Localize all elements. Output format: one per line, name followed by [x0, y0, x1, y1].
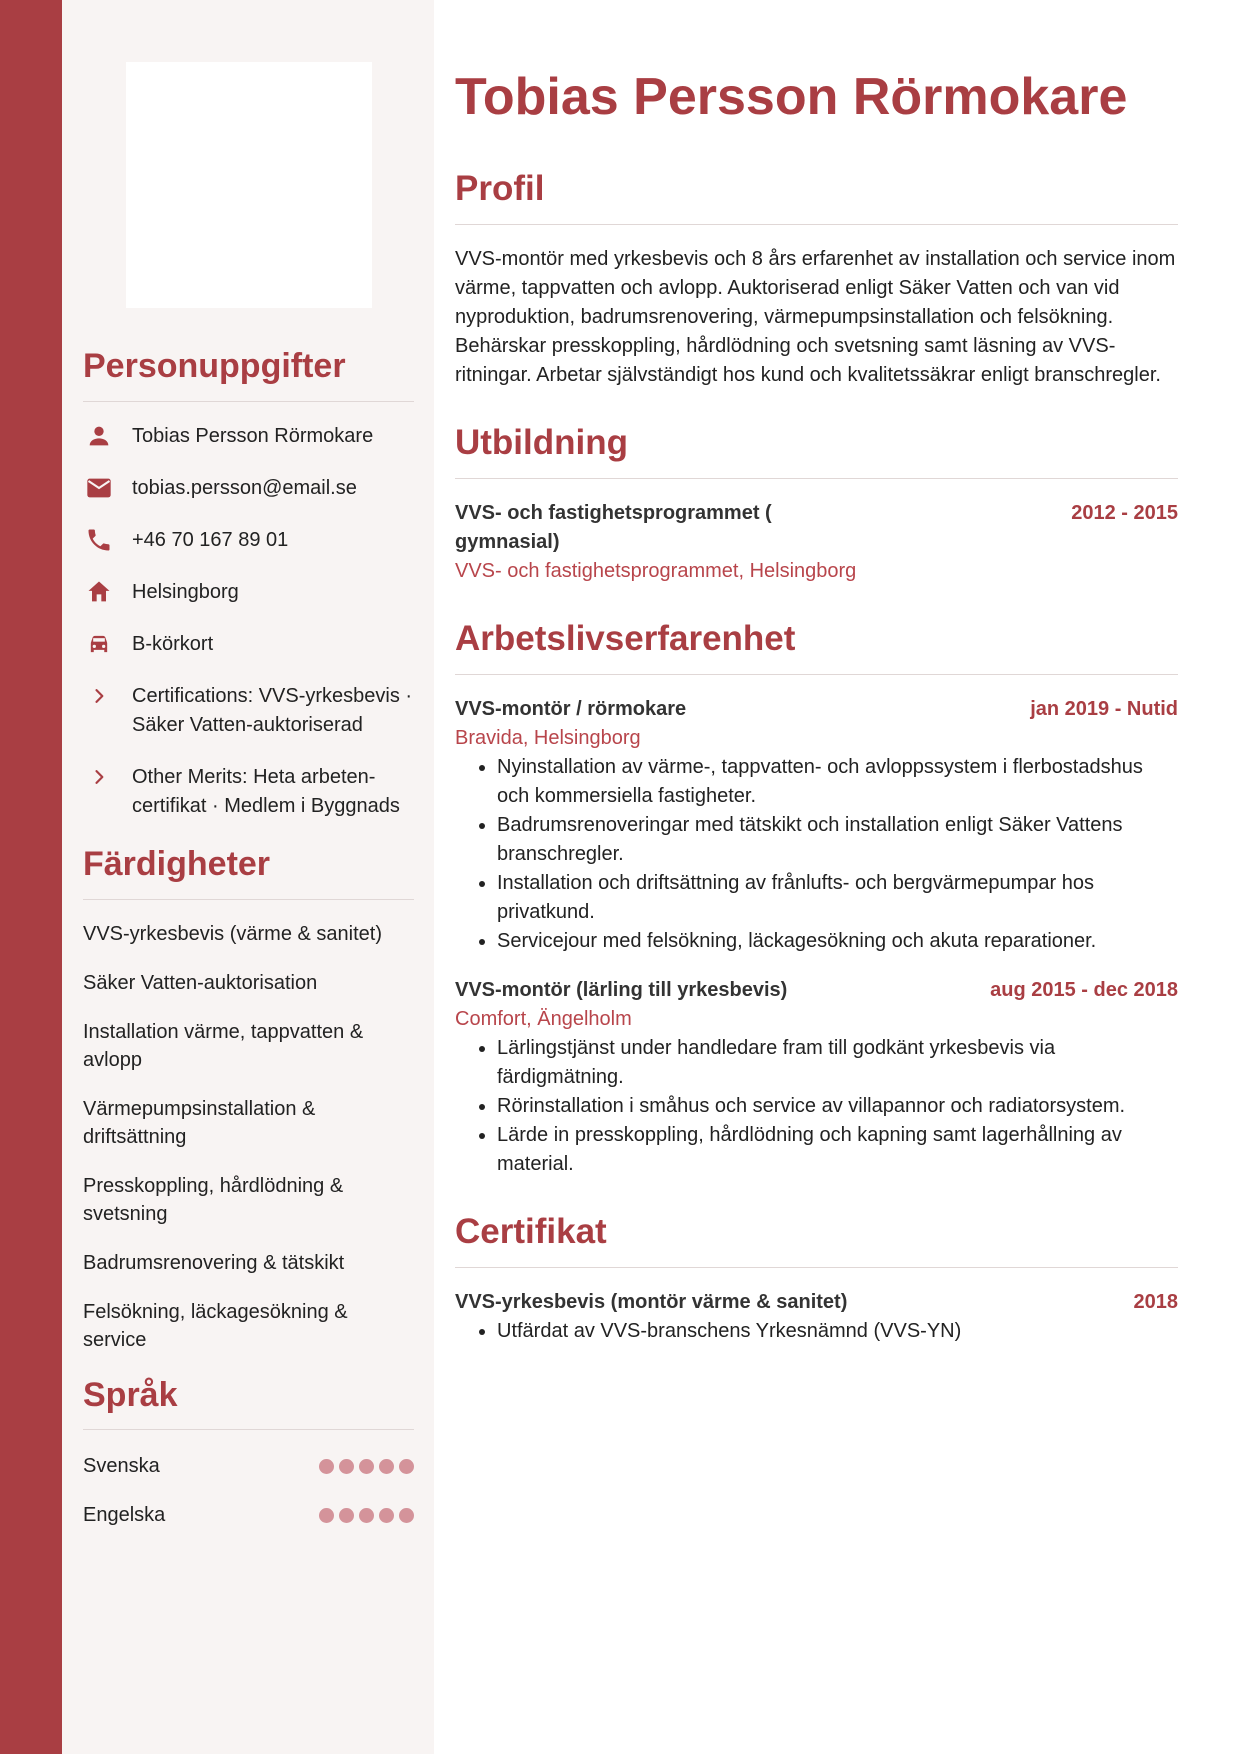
skill-item: Säker Vatten-auktorisation — [83, 971, 318, 994]
skill-item: VVS-yrkesbevis (värme & sanitet) — [83, 922, 382, 945]
language-name: Engelska — [83, 1504, 166, 1527]
profile-photo — [126, 62, 372, 308]
phone-icon — [83, 526, 115, 555]
certificate-entry — [455, 1288, 1178, 1346]
level-dot — [339, 1459, 354, 1474]
level-dot — [379, 1459, 394, 1474]
entry-subtitle: VVS- och fastighetsprogrammet, Helsingborg — [455, 560, 857, 582]
education-title: Utbildning — [455, 422, 1178, 479]
level-dot — [319, 1508, 334, 1523]
experience-entry — [455, 976, 1178, 1179]
person-icon — [83, 422, 115, 451]
certificates-title: Certifikat — [455, 1211, 1178, 1268]
certificates-section — [455, 1211, 1178, 1346]
contact-text: Other Merits: Heta arbeten-certifikat · Medlem i Byggnads — [132, 765, 400, 817]
bullet-item: • Rörinstallation i småhus och service av villapannor och radiatorsystem. — [497, 1092, 1178, 1121]
contact-license — [83, 630, 414, 659]
education-entry — [455, 499, 1178, 586]
contact-text: tobias.persson@email.se — [132, 476, 357, 499]
language-item — [83, 1452, 414, 1480]
level-dot — [359, 1508, 374, 1523]
accent-stripe — [0, 0, 62, 1754]
education-section — [455, 422, 1178, 586]
profile-text: VVS-montör med yrkesbevis och 8 års erfarenhet av installation och service inom värme, tappvatten och avlopp. Auktoriserad enligt Säker Vatten och van vid nyproduktion, badrumsrenovering, värmepumpsinstallation och felsökning. Behärskar presskoppling, hårdlödning och svetsning samt läsning av VVS-ritningar. Arbetar självständigt hos kund och kvalitetssäkrar enligt branschregler. — [455, 248, 1176, 386]
entry-date: 2012 - 2015 — [1071, 502, 1178, 524]
level-dot — [399, 1459, 414, 1474]
profile-title: Profil — [455, 168, 1178, 225]
entry-bullets — [455, 753, 1178, 956]
contact-phone — [83, 526, 414, 555]
entry-title: VVS-montör / rörmokare — [455, 698, 687, 720]
skills-title: Färdigheter — [83, 844, 414, 900]
entry-subtitle: Comfort, Ängelholm — [455, 1008, 632, 1030]
languages-title: Språk — [83, 1375, 414, 1431]
resume-name: Tobias Persson Rörmokare — [455, 68, 1128, 126]
language-level-dots — [319, 1508, 414, 1523]
entry-subtitle: Bravida, Helsingborg — [455, 727, 641, 749]
contact-text: +46 70 167 89 01 — [132, 528, 289, 551]
skills-list — [83, 920, 414, 1354]
entry-title: VVS-yrkesbevis (montör värme & sanitet) — [455, 1291, 848, 1313]
entry-bullets — [455, 1034, 1178, 1179]
experience-title: Arbetslivserfarenhet — [455, 618, 1178, 675]
contact-location — [83, 578, 414, 607]
level-dot — [379, 1508, 394, 1523]
skill-item: Presskoppling, hårdlödning & svetsning — [83, 1174, 344, 1225]
languages-list — [83, 1452, 414, 1529]
personal-info-title: Personuppgifter — [83, 346, 414, 402]
sidebar-content — [83, 346, 414, 1550]
contact-list — [83, 422, 414, 821]
language-level-dots — [319, 1459, 414, 1474]
skill-item: Värmepumpsinstallation & driftsättning — [83, 1097, 316, 1148]
contact-text: Certifications: VVS-yrkesbevis · Säker Vatten-auktoriserad — [132, 684, 413, 736]
chevron-right-icon — [83, 763, 115, 792]
skill-item: Badrumsrenovering & tätskikt — [83, 1251, 345, 1274]
level-dot — [319, 1459, 334, 1474]
contact-email — [83, 474, 414, 503]
bullet-item: • Lärde in presskoppling, hårdlödning och kapning samt lagerhållning av material. — [497, 1121, 1178, 1179]
mail-icon — [83, 474, 115, 503]
level-dot — [339, 1508, 354, 1523]
level-dot — [399, 1508, 414, 1523]
contact-certifications — [83, 682, 414, 740]
bullet-item: • Badrumsrenoveringar med tätskikt och installation enligt Säker Vattens branschregler. — [497, 811, 1178, 869]
language-name: Svenska — [83, 1455, 160, 1478]
experience-entry — [455, 695, 1178, 956]
language-item — [83, 1501, 414, 1529]
contact-name — [83, 422, 414, 451]
contact-text: Tobias Persson Rörmokare — [132, 424, 374, 447]
contact-text: B-körkort — [132, 632, 214, 655]
entry-title: VVS- och fastighetsprogrammet ( gymnasial) — [455, 502, 772, 553]
main-content — [455, 64, 1178, 1378]
chevron-right-icon — [83, 682, 115, 711]
contact-text: Helsingborg — [132, 580, 239, 603]
entry-date: 2018 — [1133, 1291, 1178, 1313]
level-dot — [359, 1459, 374, 1474]
bullet-item: • Utfärdat av VVS-branschens Yrkesnämnd (VVS-YN) — [497, 1317, 1178, 1346]
contact-other-merits — [83, 763, 414, 821]
bullet-item: • Lärlingstjänst under handledare fram till godkänt yrkesbevis via färdigmätning. — [497, 1034, 1178, 1092]
entry-title: VVS-montör (lärling till yrkesbevis) — [455, 979, 788, 1001]
skill-item: Felsökning, läckagesökning & service — [83, 1300, 348, 1351]
entry-bullets — [455, 1317, 1178, 1346]
skill-item: Installation värme, tappvatten & avlopp — [83, 1020, 364, 1071]
home-icon — [83, 578, 115, 607]
entry-date: jan 2019 - Nutid — [1030, 698, 1178, 720]
entry-date: aug 2015 - dec 2018 — [990, 979, 1178, 1001]
car-icon — [83, 630, 115, 659]
bullet-item: • Installation och driftsättning av frånlufts- och bergvärmepumpar hos privatkund. — [497, 869, 1178, 927]
bullet-item: • Nyinstallation av värme-, tappvatten- och avloppssystem i flerbostadshus och kommersiella fastigheter. — [497, 753, 1178, 811]
profile-section — [455, 168, 1178, 390]
bullet-item: • Servicejour med felsökning, läckagesökning och akuta reparationer. — [497, 927, 1178, 956]
experience-section — [455, 618, 1178, 1179]
